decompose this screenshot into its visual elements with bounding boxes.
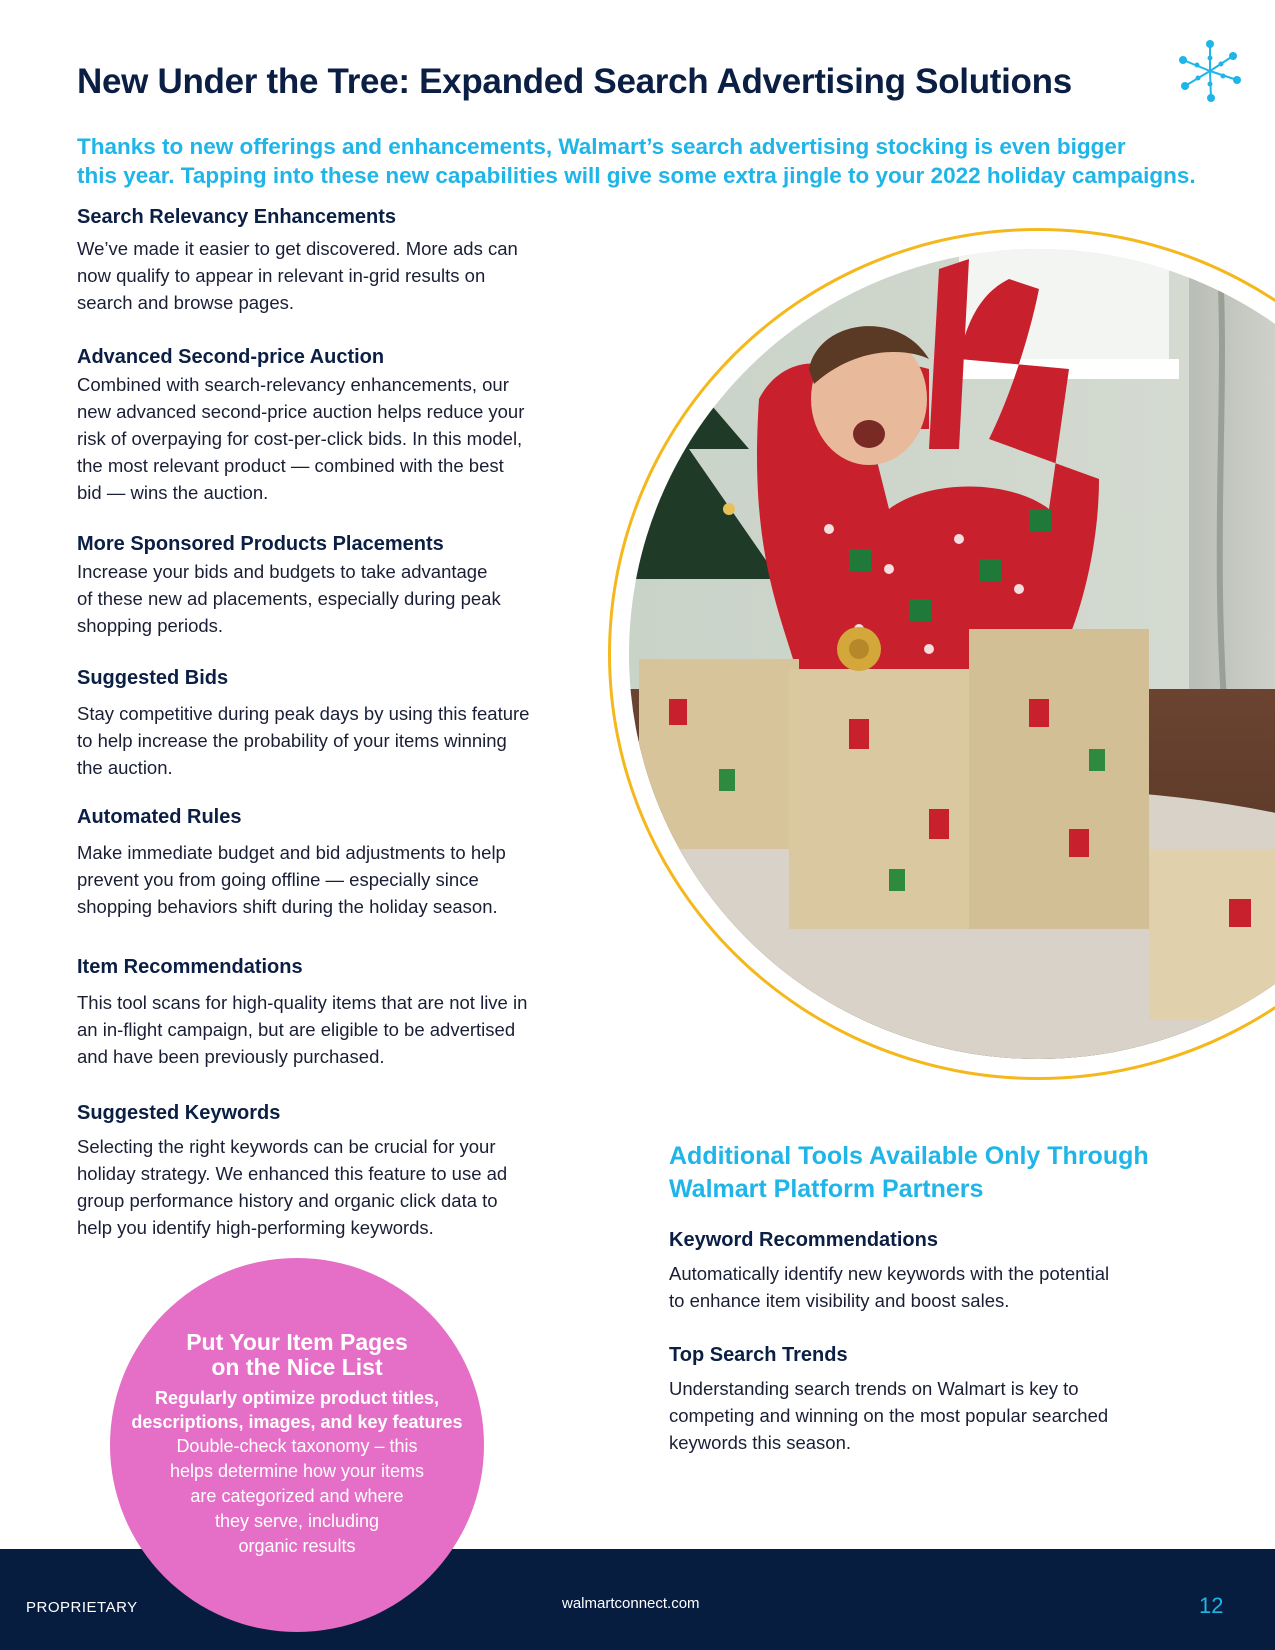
- section-suggested-bids: [77, 667, 587, 781]
- footer-website: walmartconnect.com: [562, 1595, 700, 1612]
- section-heading: Suggested Bids: [77, 667, 229, 689]
- section-suggested-keywords: [77, 1102, 587, 1241]
- section-search-relevancy: [77, 206, 587, 316]
- section-heading: Suggested Keywords: [77, 1102, 281, 1124]
- spark-network-icon: [1175, 36, 1245, 106]
- tool-body: Understanding search trends on Walmart is key to competing and winning on the most popular searched keywords this season.: [669, 1378, 1109, 1453]
- section-heading: Advanced Second-price Auction: [77, 346, 385, 368]
- section-item-recommendations: [77, 956, 587, 1070]
- intro-paragraph: [77, 132, 1227, 190]
- section-body: Increase your bids and budgets to take advantage of these new ad placements, especially during peak shopping periods.: [77, 561, 501, 636]
- section-heading: More Sponsored Products Placements: [77, 533, 444, 555]
- callout-bold-tip: Regularly optimize product titles, descriptions, images, and key features: [131, 1388, 463, 1432]
- section-body: Make immediate budget and bid adjustments to help prevent you from going offline — especially since shopping behaviors shift during the holiday season.: [77, 842, 506, 917]
- section-automated-rules: [77, 806, 587, 920]
- page-number: 12: [1199, 1593, 1224, 1618]
- tool-heading: Keyword Recommendations: [669, 1229, 938, 1251]
- section-body: We’ve made it easier to get discovered. More ads can now qualify to appear in relevant in-grid results on search and browse pages.: [77, 238, 518, 313]
- section-heading: Item Recommendations: [77, 956, 303, 978]
- intro-line: Thanks to new offerings and enhancements, Walmart’s search advertising stocking is even bigger: [77, 134, 1126, 159]
- nice-list-callout: [110, 1258, 484, 1632]
- tool-heading: Top Search Trends: [669, 1344, 848, 1366]
- callout-heading: Put Your Item Pages on the Nice List: [186, 1329, 408, 1380]
- tool-body: Automatically identify new keywords with the potential to enhance item visibility and boost sales.: [669, 1263, 1110, 1311]
- child-opening-gifts-photo: [629, 249, 1275, 1059]
- tool-top-search-trends: [669, 1344, 1189, 1456]
- callout-tip: Double-check taxonomy – this helps determine how your items are categorized and where they serve, including organic results: [169, 1436, 425, 1556]
- page-title: New Under the Tree: Expanded Search Advertising Solutions: [77, 62, 1072, 101]
- intro-line: this year. Tapping into these new capabilities will give some extra jingle to your 2022 holiday campaigns.: [77, 163, 1196, 188]
- section-body: This tool scans for high-quality items that are not live in an in-flight campaign, but are eligible to be advertised and have been previously purchased.: [77, 992, 528, 1067]
- section-second-price-auction: [77, 346, 587, 506]
- section-body: Combined with search-relevancy enhancements, our new advanced second-price auction helps reduce your risk of overpaying for cost-per-click bids. In this model, the most relevant product — combined with the best bid — wins the auction.: [77, 374, 525, 503]
- section-heading: Automated Rules: [77, 806, 242, 828]
- photo-frame: [608, 228, 1275, 1080]
- section-heading: Search Relevancy Enhancements: [77, 206, 397, 228]
- section-body: Selecting the right keywords can be crucial for your holiday strategy. We enhanced this feature to use ad group performance history and organic click data to help you identify high-performing keywords.: [77, 1136, 508, 1238]
- tool-keyword-recommendations: [669, 1229, 1189, 1314]
- section-sponsored-placements: [77, 533, 587, 639]
- section-body: Stay competitive during peak days by using this feature to help increase the probability of your items winning the auction.: [77, 703, 530, 778]
- footer-proprietary: PROPRIETARY: [26, 1599, 138, 1616]
- tools-heading: Additional Tools Available Only Through Walmart Platform Partners: [669, 1142, 1149, 1203]
